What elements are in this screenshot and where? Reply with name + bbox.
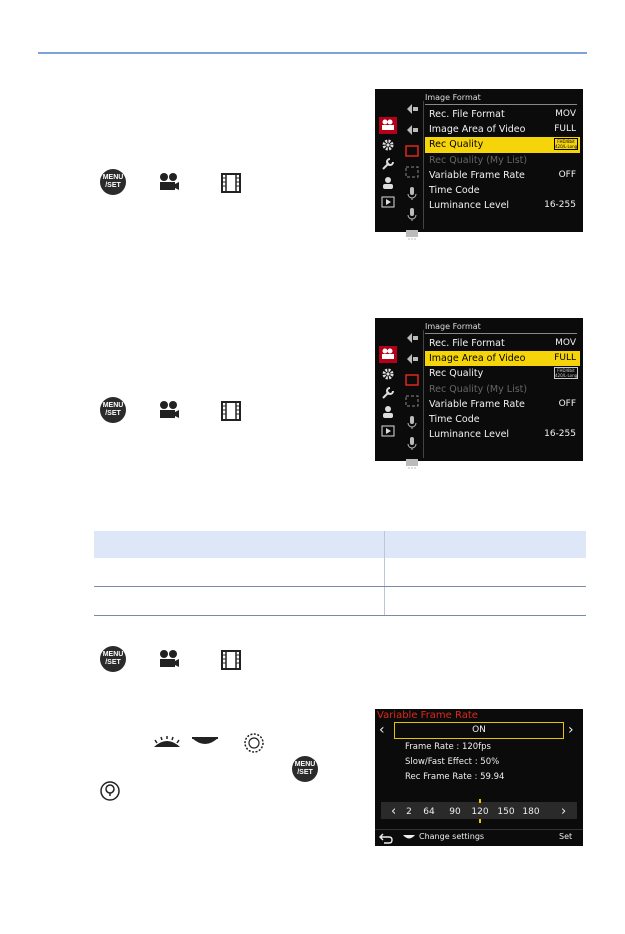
main-tab-column xyxy=(379,117,399,212)
monitor-icon[interactable] xyxy=(404,227,420,243)
menu-item-rec-file-format[interactable] xyxy=(425,107,580,122)
menu-path-row xyxy=(100,646,260,676)
item-label: Rec Quality (My List) xyxy=(429,154,528,166)
person-icon[interactable] xyxy=(379,403,397,420)
scale-marker-top xyxy=(479,799,481,803)
playback-icon[interactable] xyxy=(379,193,397,210)
mic-icon[interactable] xyxy=(404,414,420,430)
film-icon xyxy=(220,400,242,422)
item-value: 16-255 xyxy=(544,200,576,211)
frame-rate-scale[interactable] xyxy=(381,799,577,823)
rear-dial-icon xyxy=(190,736,220,750)
table-row xyxy=(94,587,586,616)
left-arrow-icon[interactable]: ‹ xyxy=(379,722,385,738)
menu-path-row xyxy=(100,397,260,427)
item-value: MOV xyxy=(555,338,576,348)
menu-item-image-area[interactable] xyxy=(425,351,580,366)
frame-rate-line: Frame Rate : 120fps xyxy=(405,742,491,752)
rec-quality-badge: FHD/8bit 420/L·Long xyxy=(555,368,578,379)
mic-icon[interactable] xyxy=(404,185,420,201)
back-icon[interactable] xyxy=(379,833,393,844)
menu-item-luminance-level[interactable] xyxy=(425,427,580,442)
variable-frame-rate-screen xyxy=(375,709,583,846)
image-format-icon[interactable] xyxy=(404,372,420,388)
item-label: Luminance Level xyxy=(429,429,510,441)
rec-quality-badge: FHD/8bit 420/L·Long xyxy=(555,139,578,150)
item-label: Luminance Level xyxy=(429,200,510,212)
frame-focus-icon[interactable] xyxy=(404,164,420,180)
mic-secondary-icon[interactable] xyxy=(404,206,420,222)
gear-icon[interactable] xyxy=(379,136,397,153)
menu-path-row xyxy=(100,169,260,199)
item-label: Rec. File Format xyxy=(429,109,505,120)
scale-tick-label: 90 xyxy=(449,807,461,817)
settings-table xyxy=(94,531,586,616)
image-format-icon[interactable] xyxy=(404,143,420,159)
video-tab-icon[interactable] xyxy=(379,117,397,134)
divider xyxy=(423,101,424,229)
camera-menu-screen-rec-quality xyxy=(375,89,583,232)
video-camera-icon xyxy=(158,649,180,669)
item-label: Rec. File Format xyxy=(429,338,505,349)
menu-item-list xyxy=(425,336,580,442)
exposure-in-icon[interactable] xyxy=(404,330,420,346)
menu-item-list xyxy=(425,107,580,213)
item-label: Variable Frame Rate xyxy=(429,169,525,181)
title-underline xyxy=(425,104,577,105)
scale-left-arrow: ‹ xyxy=(391,804,397,819)
item-label: Rec Quality (My List) xyxy=(429,383,528,395)
menu-item-rec-quality-my-list[interactable] xyxy=(425,382,580,397)
mic-secondary-icon[interactable] xyxy=(404,435,420,451)
vfr-title: Variable Frame Rate xyxy=(377,710,478,721)
menu-item-time-code[interactable] xyxy=(425,412,580,427)
top-rule xyxy=(38,52,587,54)
table-row xyxy=(94,558,586,587)
gear-icon[interactable] xyxy=(379,365,397,382)
table-header xyxy=(94,531,586,558)
divider xyxy=(423,330,424,458)
menu-set-button-icon: MENU /SET xyxy=(100,646,126,672)
title-underline xyxy=(425,333,577,334)
item-value: OFF xyxy=(558,398,576,409)
item-label: Image Area of Video xyxy=(429,124,526,136)
menu-set-button-icon: MENU /SET xyxy=(100,169,126,195)
change-settings-label: Change settings xyxy=(419,832,485,841)
exposure-out-icon[interactable] xyxy=(404,122,420,138)
menu-item-luminance-level[interactable] xyxy=(425,198,580,213)
wrench-icon[interactable] xyxy=(379,384,397,401)
scale-tick-label: 180 xyxy=(522,807,540,817)
video-tab-icon[interactable] xyxy=(379,346,397,363)
item-label: Time Code xyxy=(429,184,480,196)
item-label: Time Code xyxy=(429,413,480,425)
vfr-bottom-bar xyxy=(375,829,583,846)
film-icon xyxy=(220,172,242,194)
menu-item-time-code[interactable] xyxy=(425,183,580,198)
item-value: MOV xyxy=(555,109,576,119)
film-icon xyxy=(220,649,242,671)
rec-frame-rate-line: Rec Frame Rate : 59.94 xyxy=(405,772,505,782)
scale-tick-label: 64 xyxy=(423,807,435,817)
menu-set-button-icon: MENU /SET xyxy=(100,397,126,423)
frame-focus-icon[interactable] xyxy=(404,393,420,409)
menu-set-button-icon: MENU /SET xyxy=(292,756,318,782)
item-value: OFF xyxy=(558,169,576,180)
rear-dial-small-icon xyxy=(402,834,416,842)
exposure-in-icon[interactable] xyxy=(404,101,420,117)
wrench-icon[interactable] xyxy=(379,155,397,172)
main-tab-column xyxy=(379,346,399,441)
table-header-col1 xyxy=(94,531,385,558)
person-icon[interactable] xyxy=(379,174,397,191)
exposure-out-icon[interactable] xyxy=(404,351,420,367)
monitor-icon[interactable] xyxy=(404,456,420,472)
slow-fast-line: Slow/Fast Effect : 50% xyxy=(405,757,500,767)
scale-tick-label: 2 xyxy=(406,807,412,817)
video-camera-icon xyxy=(158,172,180,192)
video-camera-icon xyxy=(158,400,180,420)
item-label: Variable Frame Rate xyxy=(429,398,525,410)
item-value: FULL xyxy=(554,353,576,364)
scale-tick-label: 150 xyxy=(497,807,515,817)
item-value: 16-255 xyxy=(544,429,576,440)
menu-item-rec-file-format[interactable] xyxy=(425,336,580,351)
camera-menu-screen-image-area xyxy=(375,318,583,461)
set-button[interactable]: Set xyxy=(559,832,573,841)
menu-item-rec-quality-my-list[interactable] xyxy=(425,153,580,168)
right-arrow-icon[interactable]: › xyxy=(568,722,574,738)
vfr-setting-value[interactable]: ON xyxy=(394,722,564,739)
menu-title: Image Format xyxy=(425,93,481,102)
sub-tab-column xyxy=(404,101,422,248)
scale-right-arrow: › xyxy=(561,804,567,819)
control-dial-icon xyxy=(243,732,265,754)
front-dial-icon xyxy=(152,735,182,749)
playback-icon[interactable] xyxy=(379,422,397,439)
item-value: FULL xyxy=(554,124,576,135)
menu-item-rec-quality[interactable] xyxy=(425,137,580,152)
joystick-icon xyxy=(99,780,121,802)
menu-item-image-area[interactable] xyxy=(425,122,580,137)
item-label: Image Area of Video xyxy=(429,353,526,365)
menu-title: Image Format xyxy=(425,322,481,331)
table-header-col2 xyxy=(385,531,586,558)
item-label: Rec Quality xyxy=(429,139,484,151)
scale-tick-label: 120 xyxy=(471,807,489,817)
scale-marker-bottom xyxy=(479,819,481,823)
item-label: Rec Quality xyxy=(429,368,484,380)
menu-item-variable-frame-rate[interactable] xyxy=(425,168,580,183)
menu-item-rec-quality[interactable] xyxy=(425,366,580,381)
menu-item-variable-frame-rate[interactable] xyxy=(425,397,580,412)
sub-tab-column xyxy=(404,330,422,477)
